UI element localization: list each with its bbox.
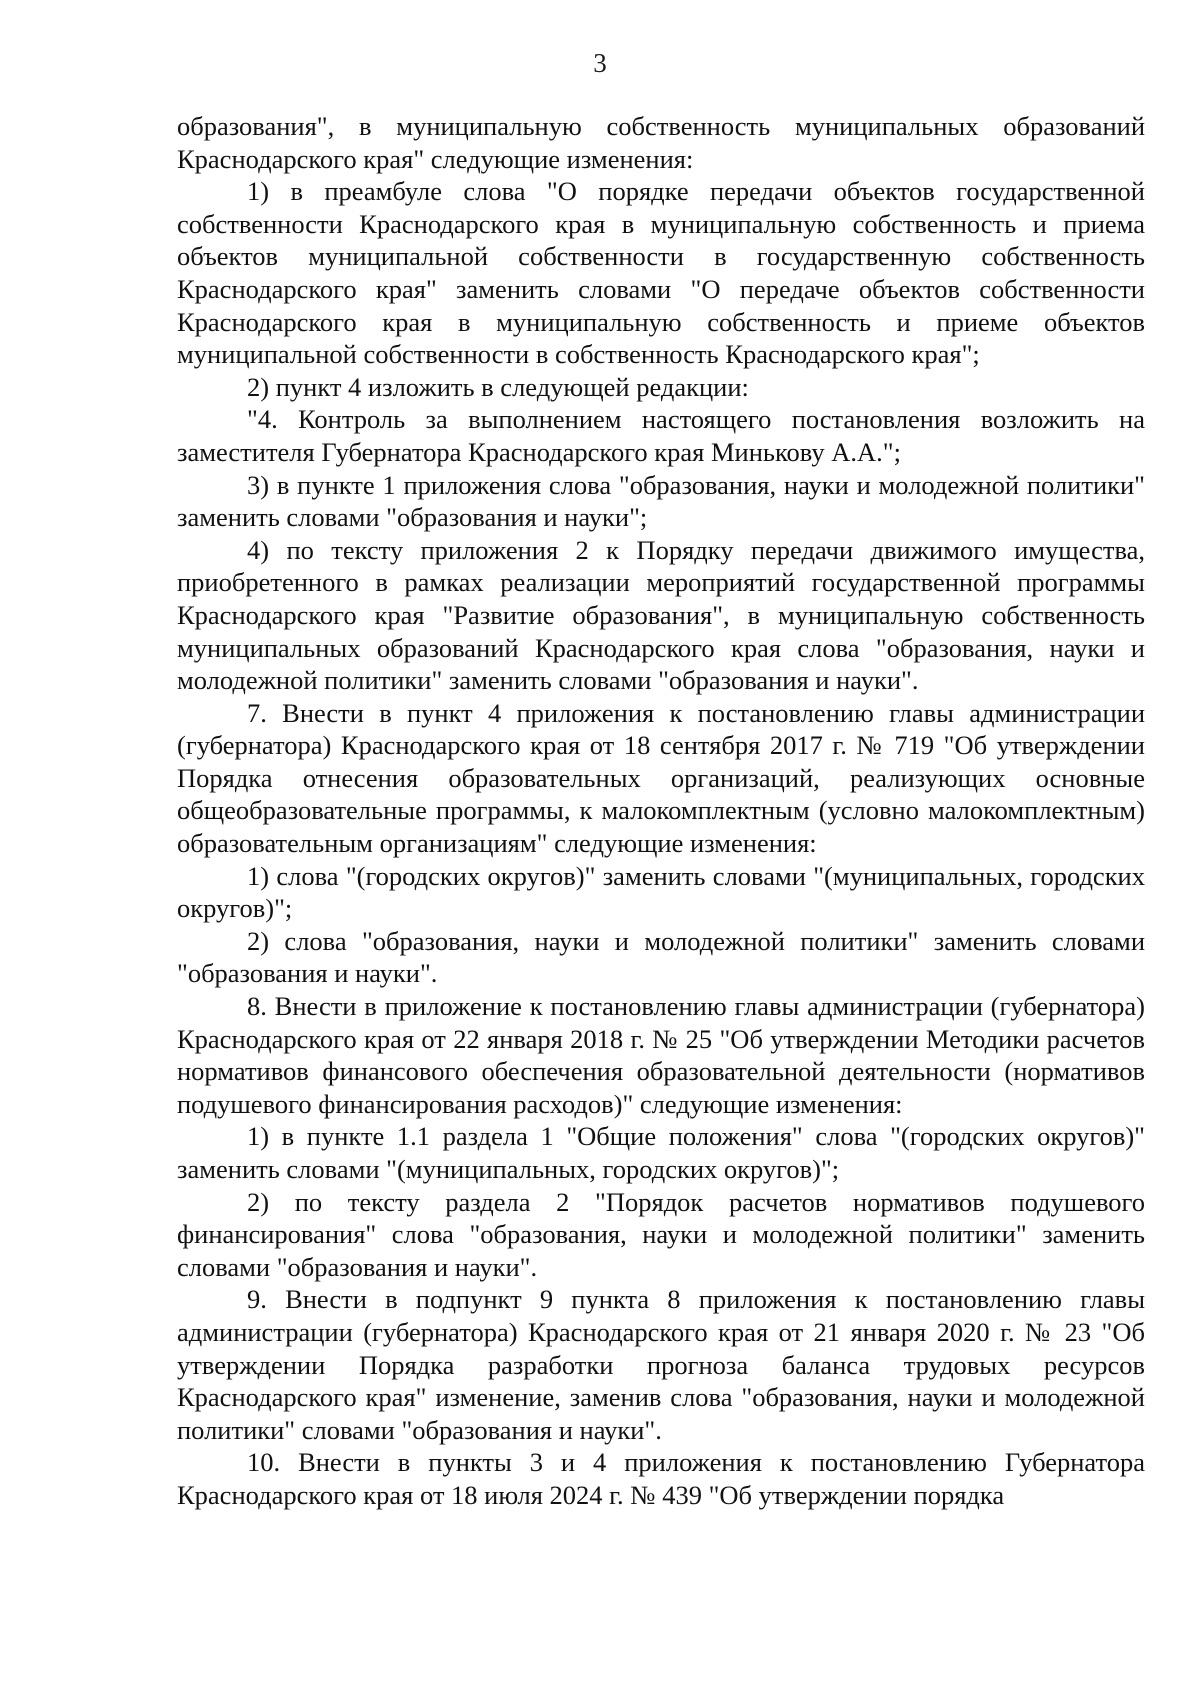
paragraph-item-4: 4) по тексту приложения 2 к Порядку передачи движимого имущества, приобретенного в рамках реализации мероприятий государственной программы Краснодарского края "Развитие образования", в муниципальную собственность муниципальных образований Краснодарского края слова "образования, науки и молодежной политики" заменить словами "образования и науки". — [177, 534, 1145, 696]
document-body — [177, 110, 1145, 1512]
paragraph-section-8-item-1: 1) в пункте 1.1 раздела 1 "Общие положения" слова "(городских округов)" заменить словами "(муниципальных, городских округов)"; — [177, 1121, 1145, 1184]
paragraph-section-8-item-2: 2) по тексту раздела 2 "Порядок расчетов нормативов подушевого финансирования" слова "образования, науки и молодежной политики" заменить словами "образования и науки". — [177, 1186, 1145, 1282]
paragraph-section-8: 8. Внести в приложение к постановлению главы администрации (губернатора) Краснодарского края от 22 января 2018 г. № 25 "Об утверждении Методики расчетов нормативов финансового обеспечения образовательной деятельности (нормативов подушевого финансирования расходов)" следующие изменения: — [177, 991, 1145, 1119]
paragraph-item-3: 3) в пункте 1 приложения слова "образования, науки и молодежной политики" заменить словами "образования и науки"; — [177, 469, 1145, 533]
page-number: 3 — [593, 48, 607, 78]
paragraph-section-7-item-1: 1) слова "(городских округов)" заменить словами "(муниципальных, городских округов)"; — [177, 860, 1145, 924]
paragraph-continuation: образования", в муниципальную собственность муниципальных образований Краснодарского края" следующие изменения: — [177, 111, 1145, 174]
paragraph-item-1-preamble: 1) в преамбуле слова "О порядке передачи объектов государственной собственности Краснодарского края в муниципальную собственность и приема объектов муниципальной собственности в государственную собственность Краснодарского края" заменить словами "О передаче объектов собственности Краснодарского края в муниципальную собственность и приеме объектов муниципальной собственности в собственность Краснодарского края"; — [177, 176, 1145, 370]
paragraph-quote-point-4: "4. Контроль за выполнением настоящего постановления возложить на заместителя Губернатора Краснодарского края Минькову А.А."; — [177, 404, 1145, 467]
paragraph-section-10: 10. Внести в пункты 3 и 4 приложения к постановлению Губернатора Краснодарского края от 18 июля 2024 г. № 439 "Об утверждении порядка — [177, 1447, 1145, 1510]
paragraph-item-2-point-4: 2) пункт 4 изложить в следующей редакции: — [247, 371, 749, 402]
paragraph-section-9: 9. Внести в подпункт 9 пункта 8 приложения к постановлению главы администрации (губернатора) Краснодарского края от 21 января 2020 г. № 23 "Об утверждении Порядка разработки прогноза баланса трудовых ресурсов Краснодарского края" изменение, заменив слова "образования, науки и молодежной политики" словами "образования и науки". — [177, 1284, 1145, 1445]
paragraph-section-7-item-2: 2) слова "образования, науки и молодежной политики" заменить словами "образования и науки". — [177, 925, 1145, 989]
paragraph-section-7: 7. Внести в пункт 4 приложения к постановлению главы администрации (губернатора) Краснодарского края от 18 сентября 2017 г. № 719 "Об утверждении Порядка отнесения образовательных организаций, реализующих основные общеобразовательные программы, к малокомплектным (условно малокомплектным) образовательным организациям" следующие изменения: — [177, 697, 1145, 859]
